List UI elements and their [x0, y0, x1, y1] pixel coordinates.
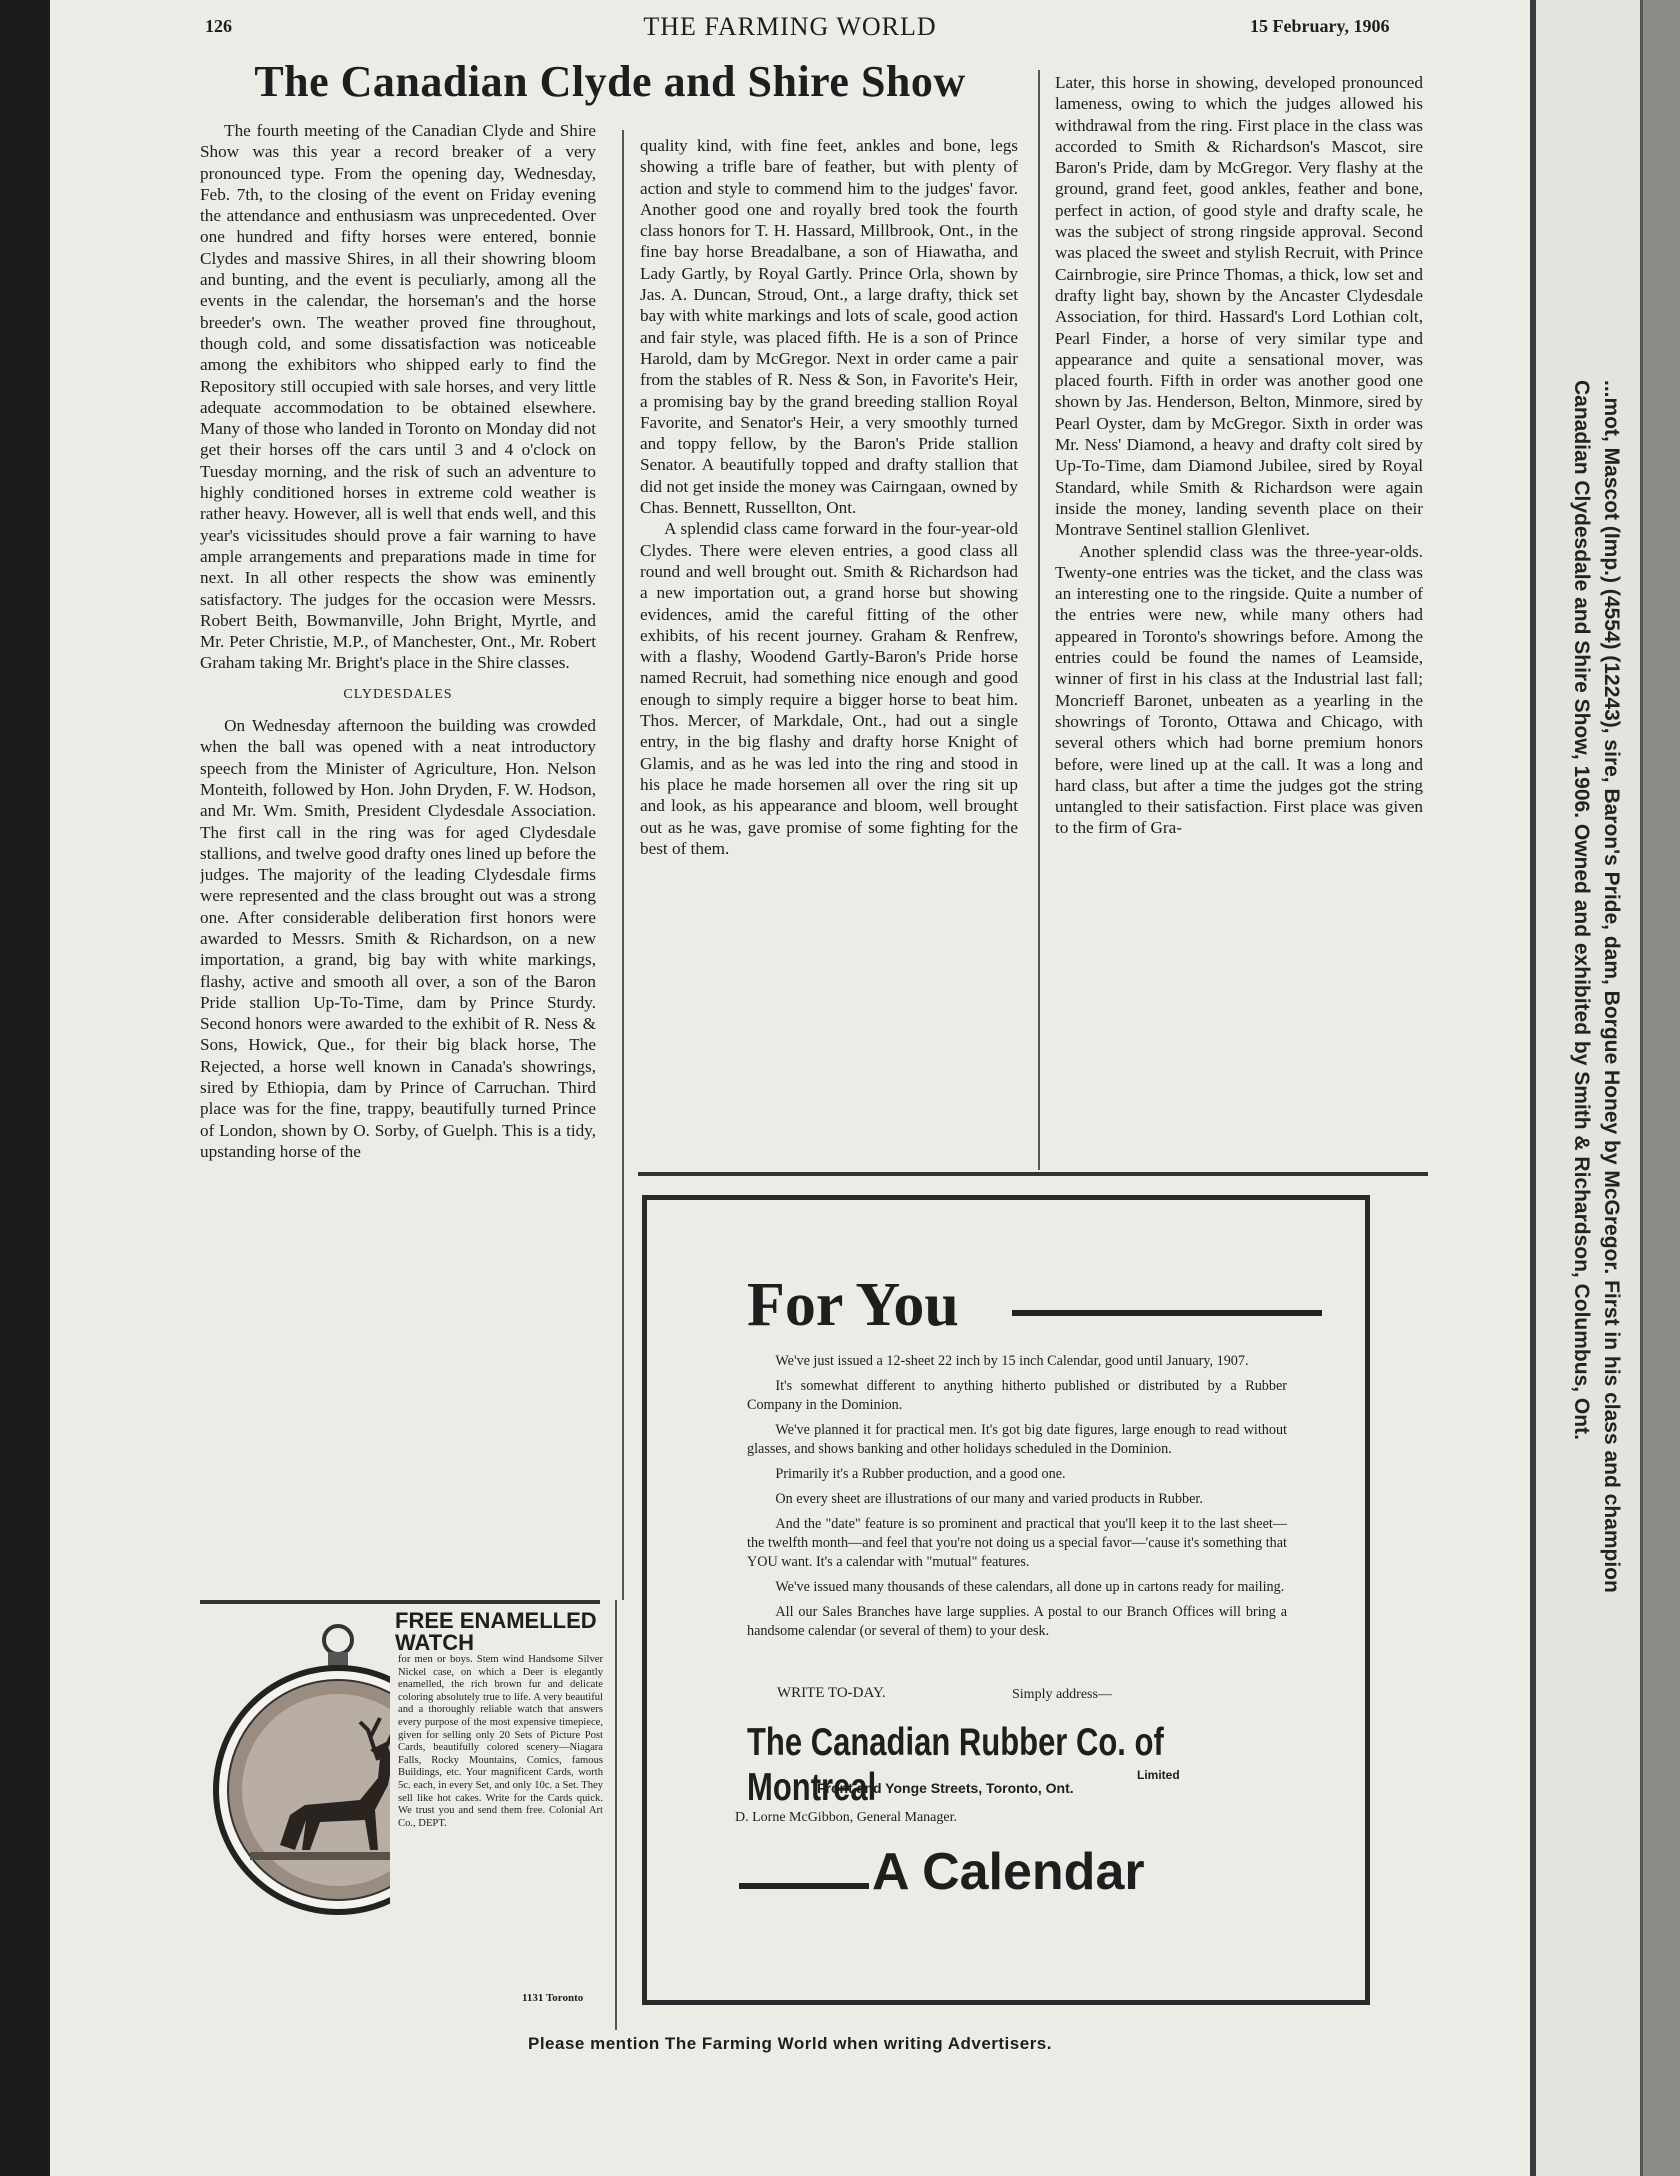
- ad-paragraph: All our Sales Branches have large supplies. A postal to our Branch Offices will bring a handsome calendar (or several of them) to your desk.: [747, 1604, 1287, 1639]
- ad-tagline: A Calendar: [872, 1843, 1145, 1901]
- page-footer: Please mention The Farming World when writing Advertisers.: [528, 2034, 1052, 2053]
- ad-headline-rule: [1012, 1310, 1322, 1316]
- ad-tail-rule: [739, 1883, 869, 1889]
- column-divider: [622, 130, 624, 1600]
- rubber-company-advertisement: [642, 1195, 1370, 2005]
- rotated-plate-caption: [1566, 380, 1626, 1880]
- watch-advertisement: [210, 1608, 603, 2010]
- watch-ad-headline-line: WATCH: [395, 1630, 475, 1655]
- caption-line: Canadian Clydesdale and Shire Show, 1906. Owned and exhibited by Smith & Richardson, Columbus, Ont.: [1570, 380, 1593, 1440]
- column-divider: [615, 1600, 617, 2030]
- watch-ad-body: for men or boys. Stem wind Handsome Silver Nickel case, on which a Deer is elegantly enamelled, the rich brown fur and delicate coloring absolutely true to life. A very beautiful and a thoroughly reliable watch that answers every purpose of the most expensive timepiece, given for selling only 20 Sets of Picture Post Cards, beautifully colored scenery—Niagara Falls, Rocky Mountains, Comics, famous Buildings, etc. Your magnificent Cards, worth 5c. each, in every Set, and only 10c. a Set. They sell like hot cakes. Write for the Cards quick. We trust you and send them free. Colonial Art Co., DEPT.: [398, 1654, 603, 1829]
- adjacent-plate-edge: [1640, 0, 1680, 2176]
- ad-paragraph: Primarily it's a Rubber production, and a good one.: [775, 1466, 1066, 1482]
- article-paragraph: Later, this horse in showing, developed pronounced lameness, owing to which the judges allowed his withdrawal from the ring. First place in the class was accorded to Smith & Richardson's Mascot, sire Baron's Pride, dam by McGregor. Very flashy at the ground, grand feet, good ankles, feather and bone, perfect in action, of good style and drafty scale, he was the subject of strong ringside approval. Second was placed the sweet and stylish Recruit, with Prince Cairnbrogie, sire Prince Thomas, a thick, low set and drafty light bay, shown by the Ancaster Clydesdale Association, for third. Hassard's Lord Lothian colt, Pearl Finder, a horse of very similar type and appearance and quite a sensational mover, was placed fourth. Fifth in order was another good one shown by Jas. Henderson, Belton, Minmore, sired by Pearl Oyster, dam by McGregor. Sixth in order was Mr. Ness' Diamond, a heavy and drafty colt sired by Up-To-Time, dam Diamond Jubilee, sired by Royal Standard, while Smith & Richardson were again inside the money, landing seventh place on their Montrave Sentinel stallion Glenlivet.: [1055, 73, 1423, 540]
- article-column-1: [200, 120, 596, 1595]
- ad-company-name: The Canadian Rubber Co. of Montreal: [747, 1720, 1164, 1809]
- ad-paragraph: We've planned it for practical men. It's got big date figures, large enough to read without glasses, and shows banking and other holidays scheduled in the Dominion.: [747, 1422, 1287, 1457]
- article-paragraph: On Wednesday afternoon the building was crowded when the ball was opened with a neat introductory speech from the Minister of Agriculture, Hon. Nelson Monteith, followed by Hon. John Dryden, F. W. Hodson, and Mr. Wm. Smith, President Clydesdale Association. The first call in the ring was for aged Clydesdale stallions, and twelve good drafty ones lined up before the judges. The majority of the leading Clydesdale firms were represented and the class brought out was a strong one. After considerable deliberation first honors were awarded to Messrs. Smith & Richardson, on a new importation, a grand, big bay with white markings, flashy, active and smooth all over, a son of the Baron Pride stallion Up-To-Time, dam by Prince Sturdy. Second honors were awarded to the exhibit of R. Ness & Sons, Howick, Que., for their big black horse, The Rejected, a horse well known in Canada's showrings, sired by Ethiopia, dam by Prince of Carruchan. Third place was for the fine, trappy, beautifully turned Prince of London, shown by O. Sorby, of Guelph. This is a tidy, upstanding horse of the: [200, 716, 596, 1161]
- ad-company-limited: Limited: [1137, 1768, 1180, 1782]
- article-paragraph: A splendid class came forward in the four-year-old Clydes. There were eleven entries, a good class all round and well brought out. Smith & Richardson had a new importation out, a grand horse but showing evidences, amid the careful fitting of the other exhibits, of his recent journey. Graham & Renfrew, with a flashy, Woodend Gartly-Baron's Pride horse named Recruit, had something nice enough and good enough to simply require a bigger horse to beat him. Thos. Mercer, of Markdale, Ont., had out a single entry, in the big flashy and drafty horse Knight of Glamis, and as he was led into the ring and stood in his place he made horsemen all over the ring sit up and look, as his appearance and bloom, well brought out as he was, gave promise of some fighting for the best of them.: [640, 519, 1018, 858]
- ad-headline: For You: [747, 1271, 959, 1339]
- section-rule: [638, 1172, 1428, 1176]
- column-divider: [1038, 70, 1040, 1170]
- issue-date: 15 February, 1906: [1250, 16, 1390, 36]
- watch-ad-signature: 1131 Toronto: [522, 1992, 584, 2004]
- ad-paragraph: We've issued many thousands of these calendars, all done up in cartons ready for mailing.: [775, 1579, 1285, 1595]
- ad-manager: D. Lorne McGibbon, General Manager.: [735, 1810, 957, 1825]
- section-rule: [200, 1600, 600, 1604]
- ad-paragraph: And the "date" feature is so prominent and practical that you'll keep it to the last sheet—the twelfth month—and feel that you're not doing us a special favor—'cause it's something that YOU want. It's a calendar with "mutual" features.: [747, 1516, 1287, 1570]
- article-title: The Canadian Clyde and Shire Show: [254, 57, 966, 106]
- watch-ad-headline-line: FREE ENAMELLED: [395, 1608, 597, 1633]
- ad-address-lead: Simply address—: [1012, 1687, 1112, 1702]
- ad-paragraph: We've just issued a 12-sheet 22 inch by 15 inch Calendar, good until January, 1907.: [775, 1353, 1249, 1369]
- journal-title: THE FARMING WORLD: [643, 12, 937, 41]
- caption-line: ...mot, Mascot (Imp.) (4554) (12243), sire, Baron's Pride, dam, Borgue Honey by McGregor. First in his class and champion: [1600, 380, 1623, 1593]
- article-paragraph: quality kind, with fine feet, ankles and bone, legs showing a trifle bare of feather, but with plenty of action and style to commend him to the judges' favor. Another good one and royally bred took the fourth class honors for T. H. Hassard, Millbrook, Ont., in the fine bay horse Breadalbane, a son of Hiawatha, and Lady Gartly, by Royal Gartly. Prince Orla, shown by Jas. A. Duncan, Stroud, Ont., a large drafty, thick set bay with white markings and lots of scale, good action and fair style, was placed fifth. He is a son of Prince Harold, dam by McGregor. Next in order came a pair from the stables of R. Ness & Son, in Favorite's Heir, a promising bay by the grand breeding stallion Royal Favorite, and Senator's Heir, a very smoothly turned and toppy fellow, by the Baron's Pride stallion Senator. A beautifully topped and drafty stallion that did not get inside the money was Cairngaan, owned by Chas. Bennett, Russellton, Ont.: [640, 136, 1018, 518]
- newspaper-page: [50, 0, 1530, 2176]
- article-paragraph: The fourth meeting of the Canadian Clyde and Shire Show was this year a record breaker of a very pronounced type. From the opening day, Wednesday, Feb. 7th, to the closing of the event on Friday evening the attendance and enthusiasm was unprecedented. Over one hundred and fifty horses were entered, bonnie Clydes and massive Shires, in all their showring bloom and bunting, and the event is peculiarly, among all the events in the calendar, the horseman's and the horse breeder's own. The weather proved fine throughout, though cold, and some dissatisfaction was noticeable among the exhibitors who shipped early to find the Repository still occupied with sale horses, and very little adequate accommodation to be obtained elsewhere. Many of those who landed in Toronto on Monday did not get their horses off the cars until 3 and 4 o'clock on Tuesday morning, and the risk of such an adventure to highly conditioned horses in extreme cold weather is rather heavy. However, all is well that ends well, and this year's vicissitudes should prove a fair warning to have ample arrangements and preparations made in time for next. In all other respects the show was eminently satisfactory. The judges for the occasion were Messrs. Robert Beith, Bowmanville, John Bright, Myrtle, and Mr. Peter Christie, M.P., of Manchester, Ont., Mr. Robert Graham taking Mr. Bright's place in the Shire classes.: [200, 121, 596, 673]
- watch-ad-headline: [395, 1610, 610, 1654]
- ad-call-to-action: WRITE TO-DAY.: [777, 1685, 886, 1701]
- ad-address: Front and Yonge Streets, Toronto, Ont.: [817, 1780, 1074, 1796]
- section-subhead: CLYDESDALES: [343, 686, 453, 702]
- page-number: 126: [205, 16, 232, 36]
- article-column-3: [1055, 72, 1423, 1162]
- ad-body: [747, 1352, 1287, 1647]
- ad-paragraph: On every sheet are illustrations of our many and varied products in Rubber.: [775, 1491, 1203, 1507]
- pocket-watch-icon: [210, 1610, 390, 2010]
- article-paragraph: Another splendid class was the three-year-olds. Twenty-one entries was the ticket, and the class was an interesting one to the ringside. Quite a number of the entries were new, while many others had appeared in Toronto's showrings before. Among the entries could be found the names of Leamside, winner of first in his class at the Industrial last fall; Moncrieff Baronet, unbeaten as a yearling in the showrings of Toronto, Ottawa and Chicago, with several others which had borne premium honors before, were lined up at the call. It was a long and hard class, but after a time the judges got the string untangled to their satisfaction. First place was given to the firm of Gra-: [1055, 541, 1423, 838]
- article-column-2: [640, 135, 1018, 1165]
- ad-paragraph: It's somewhat different to anything hitherto published or distributed by a Rubber Company in the Dominion.: [747, 1378, 1287, 1413]
